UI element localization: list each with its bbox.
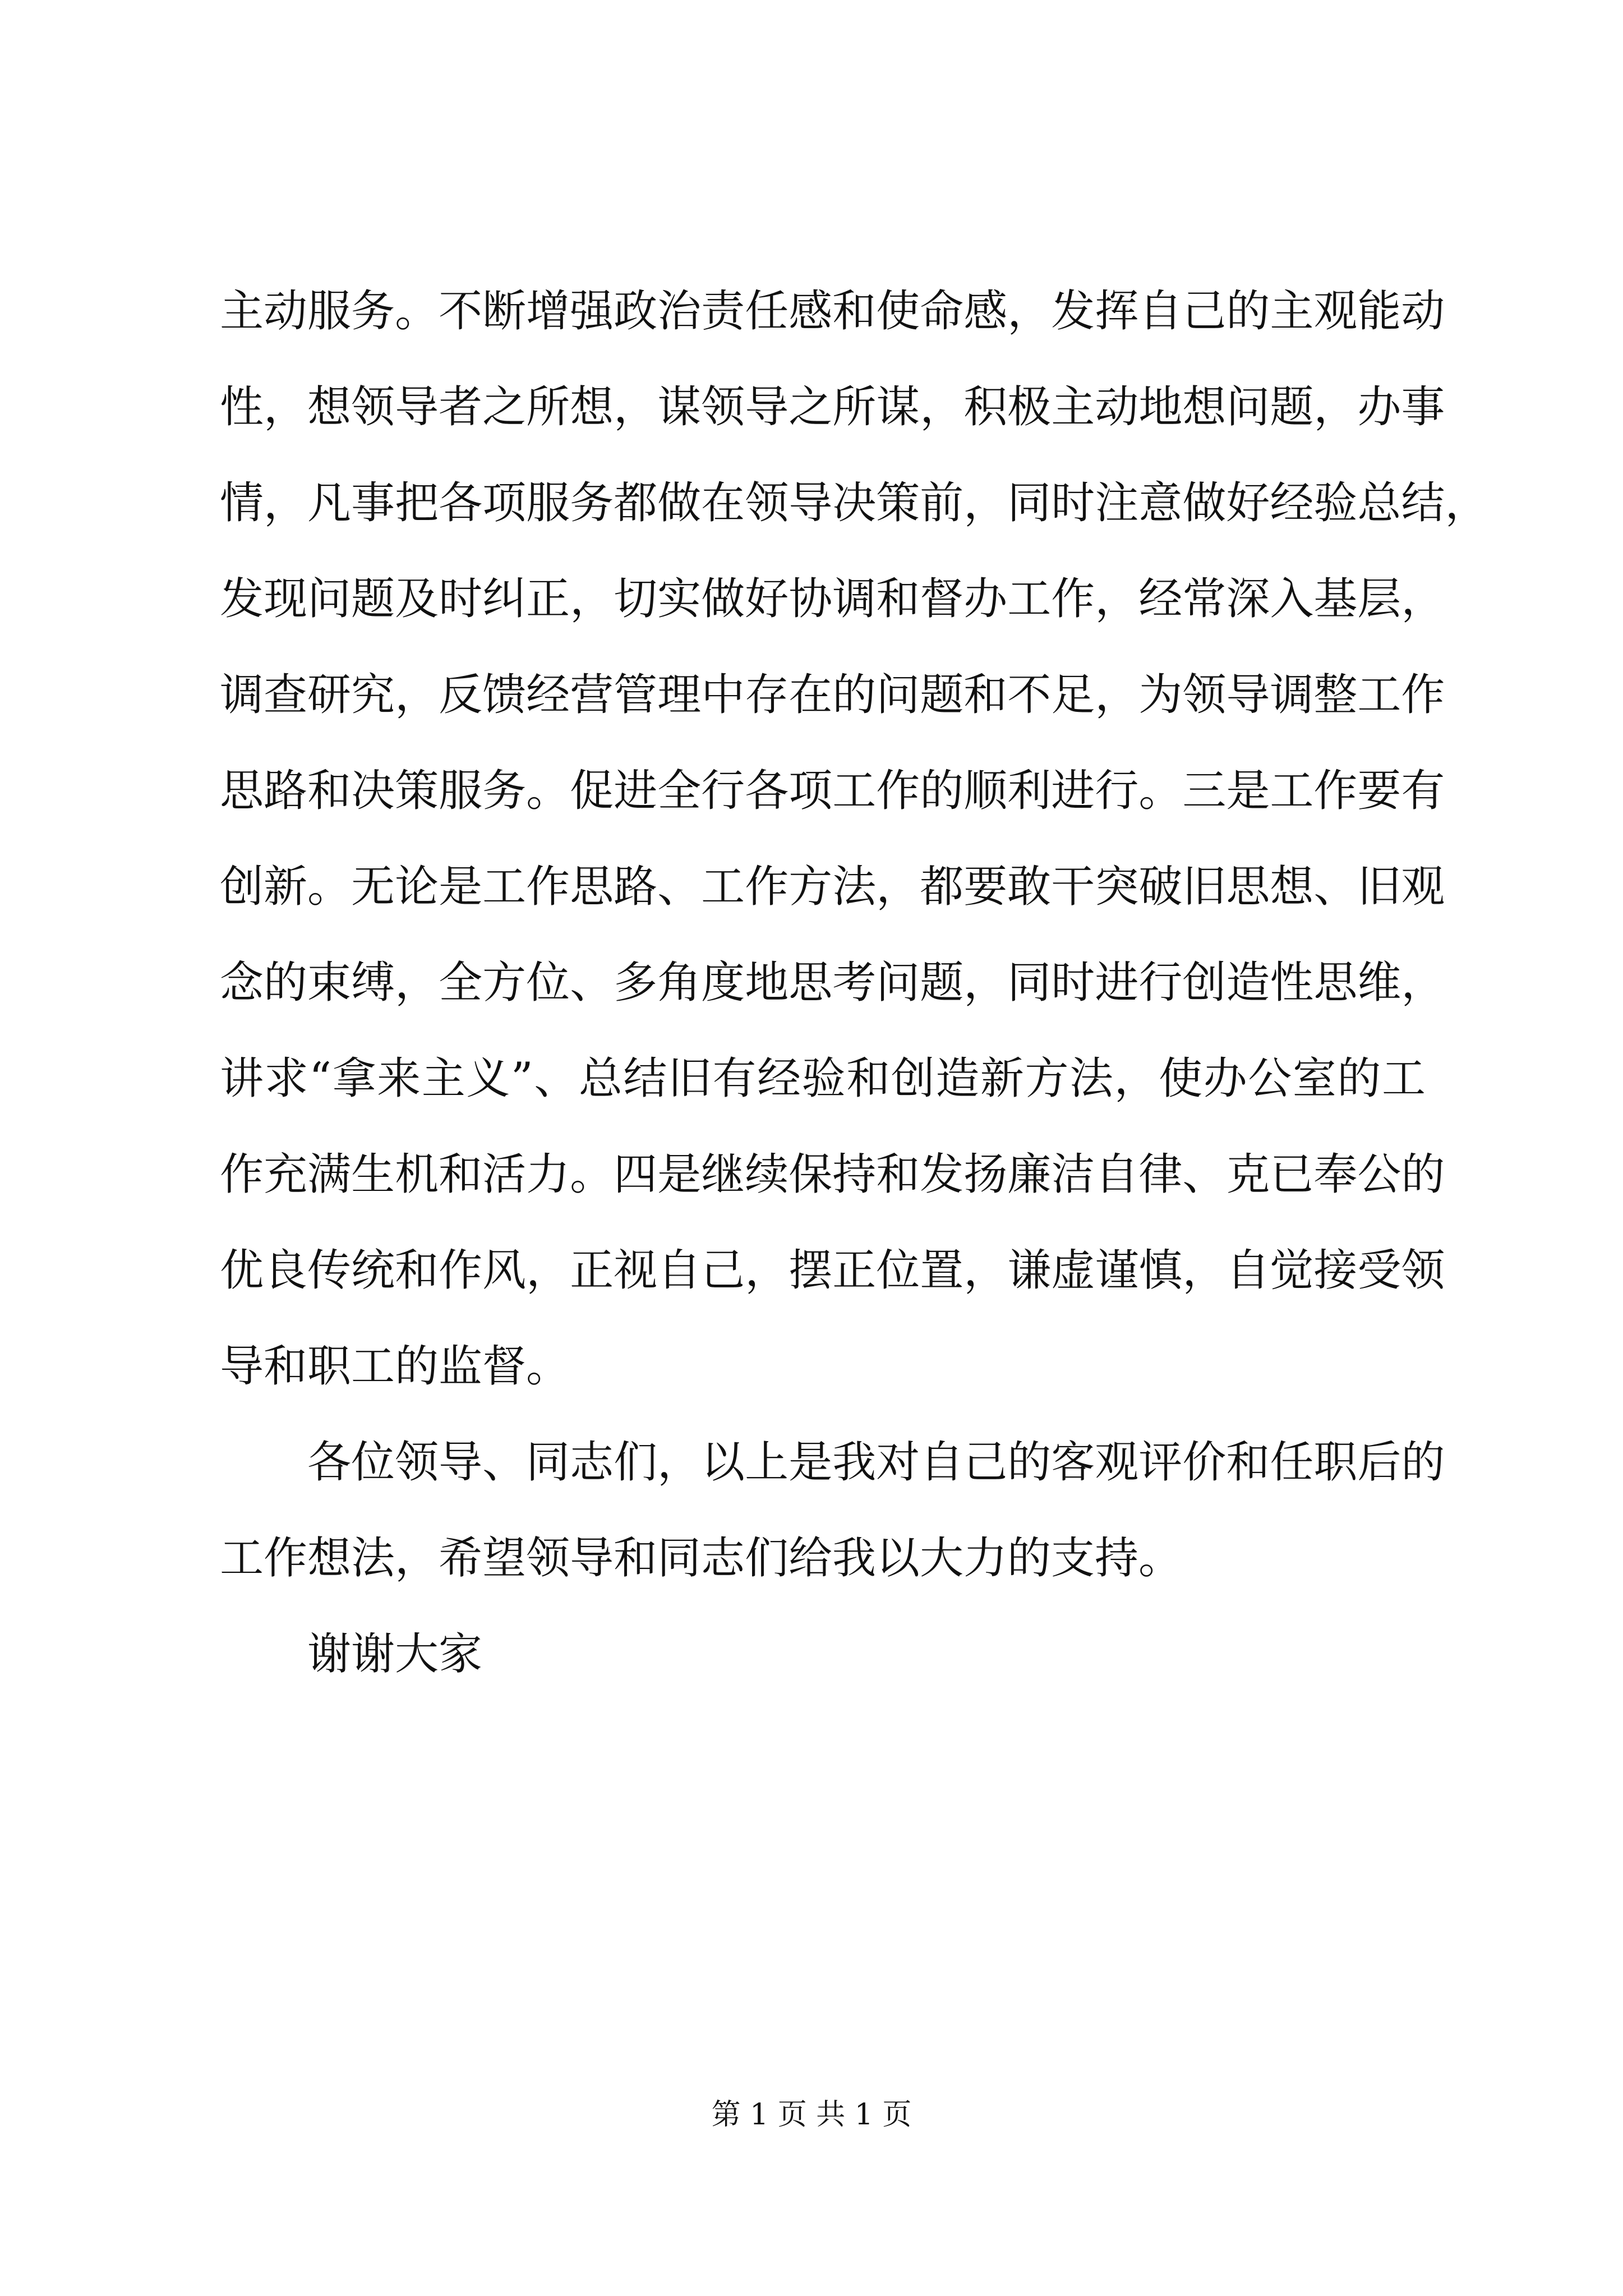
paragraph: [220, 264, 1489, 1415]
text-line: 念 的 束 缚 ， 全 方 位 、 多 角 度 地 思 考 问 题 ， 同 时 进 行 创 造 性 思 维 ，: [220, 958, 1445, 1008]
text-line: 主 动 服 务 。 不 断 增 强 政 治 责 任 感 和 使 命 感 ， 发 挥 自 己 的 主 观 能 动: [220, 286, 1445, 337]
text-line: 讲 求 “ 拿 来 主 义 ” 、 总 结 旧 有 经 验 和 创 造 新 方 法 ， 使 办 公 室 的 工: [220, 1053, 1426, 1104]
paragraph: [220, 1415, 1445, 1607]
text-line: 各 位 领 导 、 同 志 们 ， 以 上 是 我 对 自 己 的 客 观 评 价 和 任 职 后 的: [307, 1437, 1445, 1488]
text-line: 发 现 问 题 及 时 纠 正 ， 切 实 做 好 协 调 和 督 办 工 作 ， 经 常 深 入 基 层 ，: [220, 574, 1445, 624]
page-number-footer: 第 1 页 共 1 页: [711, 2098, 912, 2132]
text-line: 性 ， 想 领 导 者 之 所 想 ， 谋 领 导 之 所 谋 ， 积 极 主 动 地 想 问 题 ， 办 事: [220, 382, 1445, 432]
text-line: 作 充 满 生 机 和 活 力 。 四 是 继 续 保 持 和 发 扬 廉 洁 自 律 、 克 已 奉 公 的: [220, 1149, 1445, 1200]
text-line: 思 路 和 决 策 服 务 。 促 进 全 行 各 项 工 作 的 顺 利 进 行 。 三 是 工 作 要 有: [220, 766, 1445, 816]
text-line: 导和职工的监督。: [220, 1341, 570, 1392]
text-line: 创 新 。 无 论 是 工 作 思 路 、 工 作 方 法 ， 都 要 敢 干 突 破 旧 思 想 、 旧 观: [220, 862, 1445, 912]
text-line: 工作想法，希望领导和同志们给我以大力的支持。: [220, 1533, 1183, 1584]
text-line: 情 ， 凡 事 把 各 项 服 务 都 做 在 领 导 决 策 前 ， 同 时 注 意 做 好 经 验 总 结 ，: [220, 478, 1489, 528]
closing-line: 谢谢大家: [307, 1629, 483, 1680]
paragraph: [220, 1607, 1426, 1703]
document-body: [220, 264, 1489, 1703]
text-line: 优 良 传 统 和 作 风 ， 正 视 自 己 ， 摆 正 位 置 ， 谦 虚 谨 慎 ， 自 觉 接 受 领: [220, 1245, 1445, 1296]
text-line: 调 查 研 究 ， 反 馈 经 营 管 理 中 存 在 的 问 题 和 不 足 ， 为 领 导 调 整 工 作: [220, 670, 1445, 720]
